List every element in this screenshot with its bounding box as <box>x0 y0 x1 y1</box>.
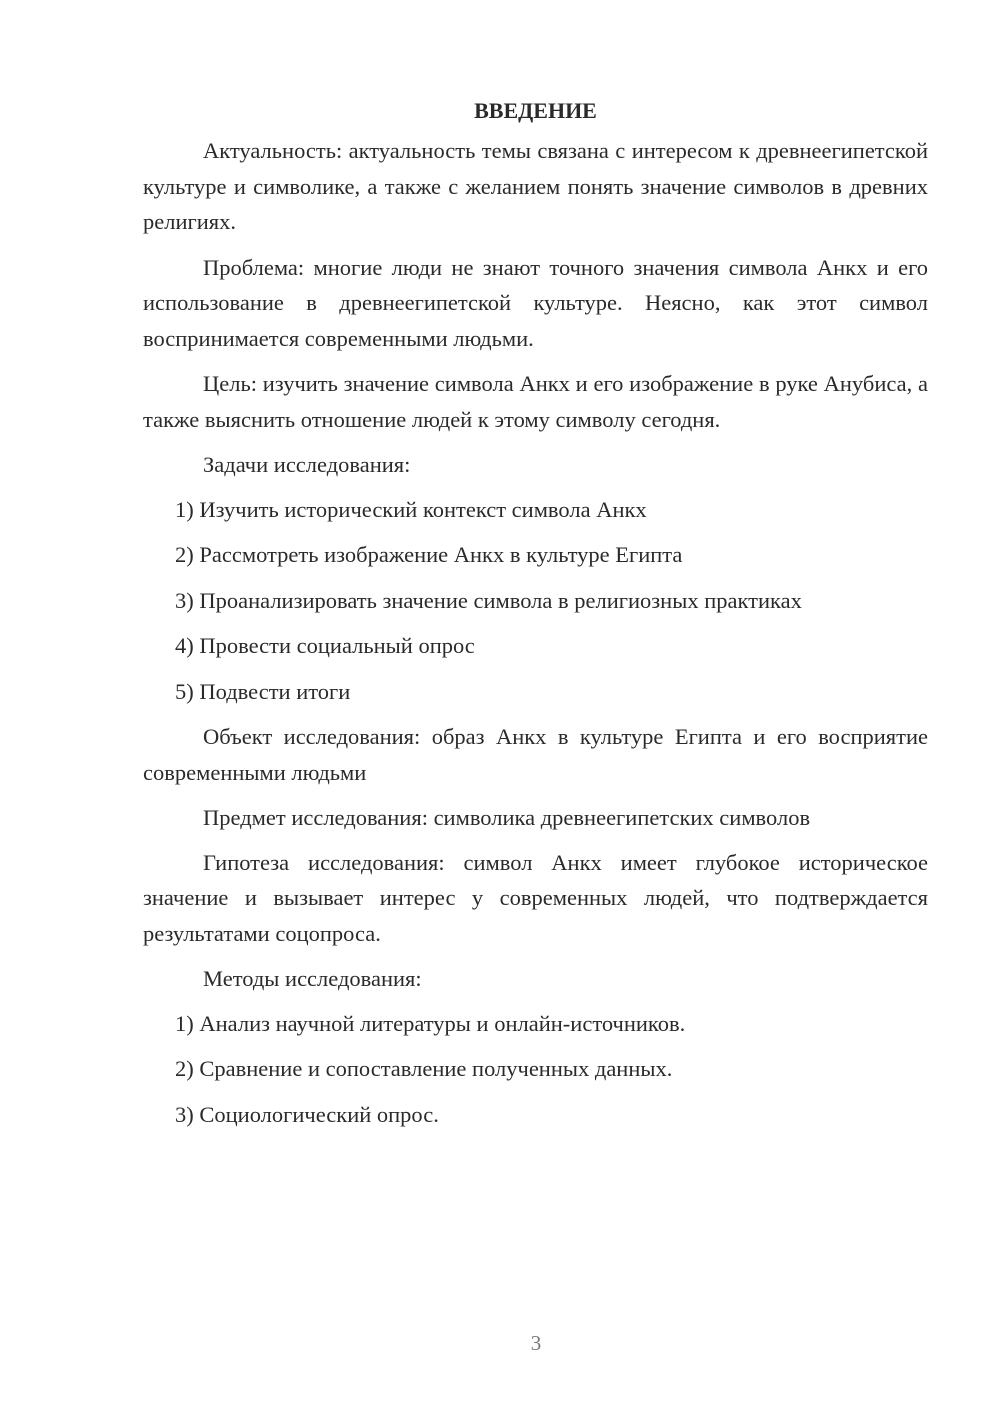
goal-paragraph: Цель: изучить значение символа Анкх и его изображение в руке Анубиса, а также выяснить отношение людей к этому символу сегодня. <box>143 371 928 432</box>
task-item: 1) Изучить исторический контекст символа Анкх <box>175 496 647 522</box>
task-item: 2) Рассмотреть изображение Анкх в культуре Египта <box>175 542 683 567</box>
method-item: 3) Социологический опрос. <box>175 1101 439 1127</box>
method-item: 2) Сравнение и сопоставление полученных данных. <box>175 1056 673 1081</box>
task-item: 5) Подвести итоги <box>175 678 351 704</box>
hypothesis-paragraph: Гипотеза исследования: символ Анкх имеет глубокое историческое значение и вызывает интерес у современных людей, что подтверждается результатами соцопроса. <box>143 849 928 946</box>
problem-paragraph: Проблема: многие люди не знают точного значения символа Анкх и его использование в древнеегипетской культуре. Неясно, как этот символ воспринимается современными людьми. <box>143 254 928 351</box>
task-item: 4) Провести социальный опрос <box>175 633 475 658</box>
method-item: 1) Анализ научной литературы и онлайн-источников. <box>175 1010 686 1036</box>
task-item: 3) Проанализировать значение символа в религиозных практиках <box>175 587 802 613</box>
object-paragraph: Объект исследования: образ Анкх в культуре Египта и его восприятие современными людьми <box>143 724 928 785</box>
methods-heading: Методы исследования: <box>203 966 422 991</box>
tasks-heading: Задачи исследования: <box>203 452 411 477</box>
relevance-paragraph: Актуальность: актуальность темы связана с интересом к древнеегипетской культуре и символике, а также с желанием понять значение символов в древних религиях. <box>143 138 928 234</box>
page-number: 3 <box>530 1331 542 1355</box>
subject-paragraph: Предмет исследования: символика древнеегипетских символов <box>203 805 811 830</box>
page-content <box>143 93 928 1142</box>
section-title: ВВЕДЕНИЕ <box>474 98 597 123</box>
